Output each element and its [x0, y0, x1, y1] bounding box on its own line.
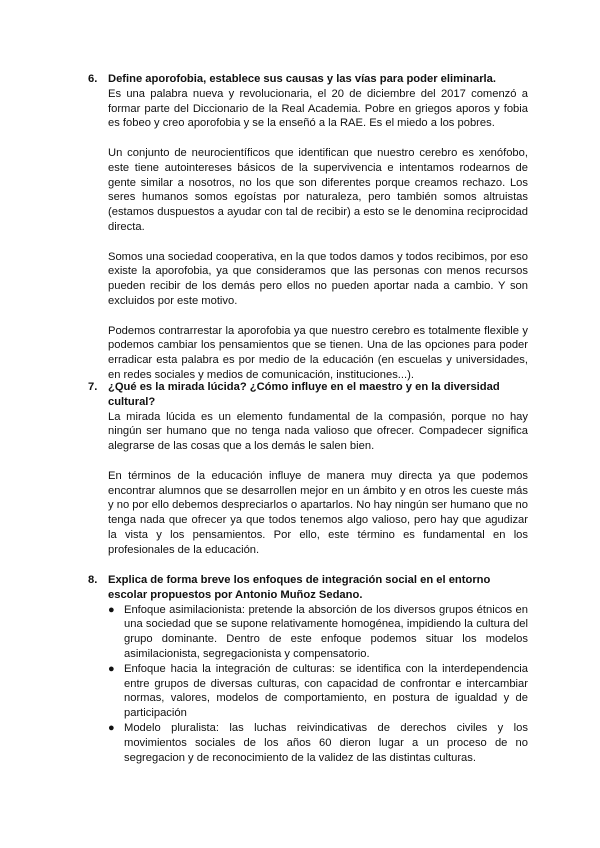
paragraph: En términos de la educación influye de manera muy directa ya que podemos encontrar alumnos que se desarrollen mejor en un ámbito y en otros les cueste más y no por ello debemos despreciarlos o apartarlos. No hay ningún ser humano que no tenga nada que ofrecer ya que todos tenemos algo valioso, pero hay que agudizar la vista y los pensamientos. Por ello, este término es fundamental en los profesionales de la educación.	[108, 469, 528, 556]
question-7-answer	[108, 410, 528, 558]
approaches-list	[88, 603, 528, 766]
paragraph: Podemos contrarrestar la aporofobia ya que nuestro cerebro es totalmente flexible y podemos cambiar los pensamientos que se tienen. Una de las opciones para poder erradicar esta palabra es por medio de la educación (en escuelas y universidades, en redes sociales y medios de comunicación, instituciones...).	[108, 324, 528, 381]
question-7	[88, 380, 528, 558]
list-item-text: Modelo pluralista: las luchas reivindicativas de derechos civiles y los movimientos sociales de los años 60 dieron lugar a un proceso de no segregacion y de reconocimiento de la validez de las distintas culturas.	[124, 721, 528, 764]
question-6	[88, 72, 528, 383]
bullet-icon: ●	[108, 662, 115, 675]
question-8-heading	[88, 573, 528, 603]
list-item	[108, 721, 528, 765]
paragraph: Un conjunto de neurocientíficos que identifican que nuestro cerebro es xenófobo, este tiene autointereses básicos de la supervivencia e intentamos rodearnos de gente similar a nosotros, no los que son diferentes porque creamos rechazo. Los seres humanos somos egoístas por naturaleza, pero también somos altruistas (estamos duspuestos a ayudar con tal de recibir) a esto se le denomina reciprocidad directa.	[108, 146, 528, 233]
question-6-heading	[88, 72, 528, 87]
list-item	[108, 662, 528, 721]
paragraph: Somos una sociedad cooperativa, en la que todos damos y todos recibimos, por eso existe la aporofobia, ya que consideramos que las personas con menos recursos pueden recibir de los demás pero ellos no pueden aportar nada a cambio. Y son excluidos por este motivo.	[108, 250, 528, 307]
question-number: 6.	[88, 73, 98, 85]
question-8	[88, 573, 528, 765]
paragraph: Es una palabra nueva y revolucionaria, el 20 de diciembre del 2017 comenzó a formar parte del Diccionario de la Real Academia. Pobre en griegos aporos y fobia es fobeo y creo aporofobia y se la enseñó a la RAE. Es el miedo a los pobres.	[108, 87, 528, 130]
paragraph: La mirada lúcida es un elemento fundamental de la compasión, porque no hay ningún ser humano que no tenga nada valioso que ofrecer. Compadecer significa alegrarse de las cosas que a los demás le salen bien.	[108, 410, 528, 453]
question-title: Explica de forma breve los enfoques de integración social en el entorno escolar propuestos por Antonio Muñoz Sedano.	[108, 574, 491, 601]
bullet-icon: ●	[108, 721, 115, 734]
list-item	[108, 603, 528, 662]
question-7-heading	[88, 380, 528, 410]
question-6-answer	[108, 87, 528, 383]
question-number: 7.	[88, 381, 98, 393]
bullet-icon: ●	[108, 603, 115, 616]
list-item-text: Enfoque asimilacionista: pretende la absorción de los diversos grupos étnicos en una sociedad que se supone relativamente homogénea, impidiendo la cultura del grupo dominante. Dentro de este enfoque podemos situar los modelos asimilacionista, segregacionista y compensatorio.	[124, 603, 528, 660]
question-title: ¿Qué es la mirada lúcida? ¿Cómo influye en el maestro y en la diversidad cultural?	[108, 381, 500, 408]
list-item-text: Enfoque hacia la integración de culturas: se identifica con la interdependencia entre grupos de diversas culturas, con capacidad de confrontar e intercambiar normas, valores, modelos de comportamiento, en postura de igualdad y de participación	[124, 662, 528, 720]
question-number: 8.	[88, 574, 98, 586]
question-title: Define aporofobia, establece sus causas y las vías para poder eliminarla.	[108, 73, 497, 85]
